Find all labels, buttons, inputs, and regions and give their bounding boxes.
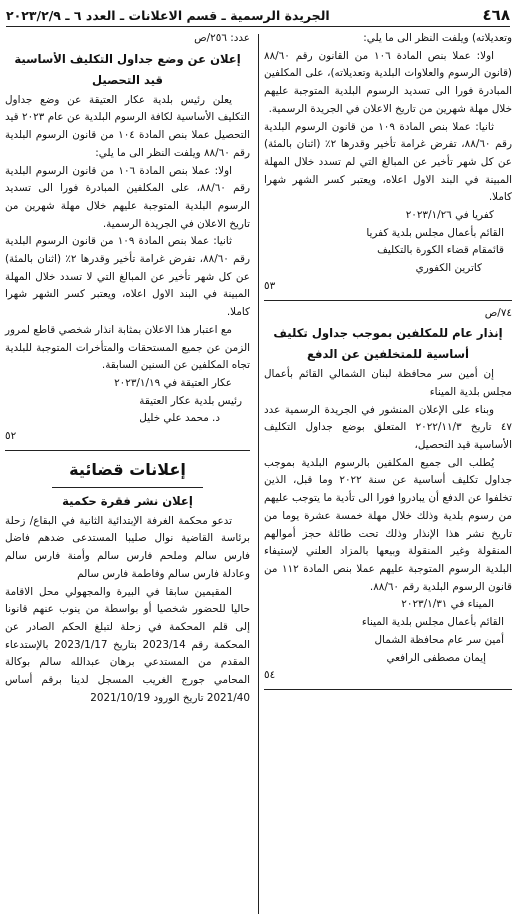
notice-title-line-1: إنذار عام للمكلفين بموجب جداول تكليف — [273, 326, 503, 341]
kfarya-signature-2: قائمقام قضاء الكورة بالتكليف — [377, 244, 504, 257]
judicial-para-2: المقيمين سابقا في البيرة والمجهولي محل الاقامة حاليا للحضور شخصيا أو بواسطة من ينوب عنهم قانونا إلى قلم المحكمة في زحلة لتبلغ الحكم الصادر عن المحكمة رقم 2023/14 بتاريخ 2023/1/17 بالإستدعاء المقدم من المستدعي برهان عبدالله سالم بوكالة المحامي جورج الغريب المسجل لدينا برقم أساس 2021/40 تاريخ الورود 2021/10/19 — [5, 585, 250, 704]
section-underline — [52, 487, 204, 488]
notice-title-line-2: أساسية للمتخلفين عن الدفع — [306, 347, 470, 362]
item-number-54: ٥٤ — [264, 669, 276, 682]
akkar-para-2: اولا: عملا بنص المادة ١٠٦ من قانون الرسوم البلدية رقم ٨٨/٦٠، على المكلفين المبادرة فورا الى تسديد الرسوم البلدية المتوجبة عليهم خلال مهلة شهرين من تاريخ الاعلان في الجريدة الرسمية. — [5, 164, 251, 230]
mina-para-2: وبناء على الإعلان المنشور في الجريدة الرسمية عدد ٤٧ تاريخ ٢٠٢٢/١١/٣ المتعلق بوضع جداول التكليف الأساسية قيد التحصيل، — [264, 403, 513, 452]
kfarya-signature-3: كاترين الكفوري — [415, 262, 482, 275]
page-header — [6, 4, 510, 27]
akkar-para-1: يعلن رئيس بلدية عكار العتيقة عن وضع جداول التكليف الأساسية لكافة الرسوم البلدية عن عام ٢٠٢٣ قيد التحصيل عملا بنص المادة ١٠٤ من قانون الرسوم البلدية رقم ٨٨/٦٠ ويلفت النظر الى ما يلي: — [5, 93, 250, 159]
akkar-title-line-1: إعلان عن وضع جداول التكليف الأساسية — [14, 51, 241, 66]
mina-date: الميناء في ٢٠٢٣/١/٣١ — [401, 598, 494, 611]
item-number-53: ٥٣ — [264, 279, 276, 292]
mina-signature-1: القائم بأعمال مجلس بلدية الميناء — [361, 616, 504, 629]
akkar-title-line-2: قيد التحصيل — [92, 72, 163, 87]
akkar-para-4: مع اعتبار هذا الاعلان بمثابة انذار شخصي قاطع لمرور الزمن عن جميع المستحقات والمتأخرات المتوجبة للبلدية تجاه المكلفين عن السنين السابقة. — [5, 323, 250, 372]
judicial-section-title: إعلانات قضائية — [69, 459, 186, 479]
item-number-52: ٥٢ — [5, 430, 17, 443]
column-divider — [258, 34, 259, 914]
akkar-signature-2: د. محمد علي خليل — [139, 412, 220, 425]
akkar-para-3: ثانيا: عملا بنص المادة ١٠٩ من قانون الرسوم البلدية رقم ٨٨/٦٠، تفرض غرامة تأخير وقدرها ٢٪ (اثنان بالمئة) عن كل شهر تأخير عن المبالغ التي لا تسدد خلال المهلة المبينة في البند الاول اعلاه، ويعتبر كسر الشهر شهرا كاملا. — [5, 235, 250, 319]
reference-74: ٧٤/ص — [484, 306, 512, 319]
separator — [5, 450, 250, 451]
kfarya-para-second: ثانيا: عملا بنص المادة ١٠٩ من قانون الرسوم البلدية رقم ٨٨/٦٠، تفرض غرامة تأخير وقدرها ٢٪ (اثنان بالمئة) عن كل شهر تأخير عن المبالغ التي لم تسدد خلال المهلة المبينة في البند الاول اعلاه، ويعتبر كسر الشهر شهرا كاملا. — [264, 120, 512, 204]
kfarya-signature-1: القائم بأعمال مجلس بلدية كفريا — [366, 226, 504, 239]
reference-256: عدد: ٢٥٦/ص — [194, 32, 250, 44]
separator — [264, 300, 512, 301]
akkar-date: عكار العتيقة في ٢٠٢٣/١/١٩ — [114, 376, 232, 389]
mina-para-3: يُطلب الى جميع المكلفين بالرسوم البلدية بموجب جداول تكليف أساسية عن سنة ٢٠٢٢ وما قبل، الذين تخلفوا عن الدفع أن يبادروا فورا الى تأدية ما يتوجب عليهم من رسوم بلدية وذلك خلال مهلة خمسة عشرة يوما من تاريخ نشر هذا الإنذار وذلك تحت طائلة حجز أموالهم المنقولة وغير المنقولة وبيعها بالمزاد العلني لإستيفاء البلدية الرسوم المتوجبة عليهم عملا بنص المادة ١١٢ من قانون الرسوم البلدية رقم ٨٨/٦٠. — [264, 456, 512, 593]
kfarya-date: كفريا في ٢٠٢٣/١/٢٦ — [405, 209, 494, 222]
mina-signature-2: أمين سر عام محافظة الشمال — [374, 633, 504, 646]
mina-para-1: إن أمين سر محافظة لبنان الشمالي القائم بأعمال مجلس بلدية الميناء — [264, 368, 512, 398]
left-column — [5, 30, 250, 708]
page-number: ٤٦٨ — [482, 6, 510, 24]
separator — [264, 689, 512, 690]
kfarya-para-first: اولا: عملا بنص المادة ١٠٦ من القانون رقم ٨٨/٦٠ (قانون الرسوم والعلاوات البلدية وتعديلاته)، على المكلفين المبادرة فورا الى تسديد الرسوم البلدية المتوجبة عليهم خلال مهلة شهرين من تاريخ الاعلان في الجريدة الرسمية. — [264, 49, 512, 115]
right-column — [264, 30, 512, 694]
mina-signature-3: إيمان مصطفى الرافعي — [386, 651, 486, 664]
intro-line: وتعديلاته) ويلفت النظر الى ما يلي: — [363, 32, 512, 44]
publication-header: الجريدة الرسمية ـ قسم الاعلانات ـ العدد ٦ ـ ٢٠٢٣/٢/٩ — [6, 7, 330, 23]
judicial-para-1: تدعو محكمة الغرفة الإبتدائية الثانية في البقاع/ زحلة برئاسة القاضية نوال صليبا المستدعى ضدهم فاضل فارس سالم وملحم فارس سالم وأمنة فارس سالم وعادلة فارس سالم وفاطمة فارس سالم — [5, 514, 250, 580]
akkar-signature-1: رئيس بلدية عكار العتيقة — [139, 394, 242, 407]
judicial-notice-title: إعلان نشر فقرة حكمية — [62, 493, 193, 508]
